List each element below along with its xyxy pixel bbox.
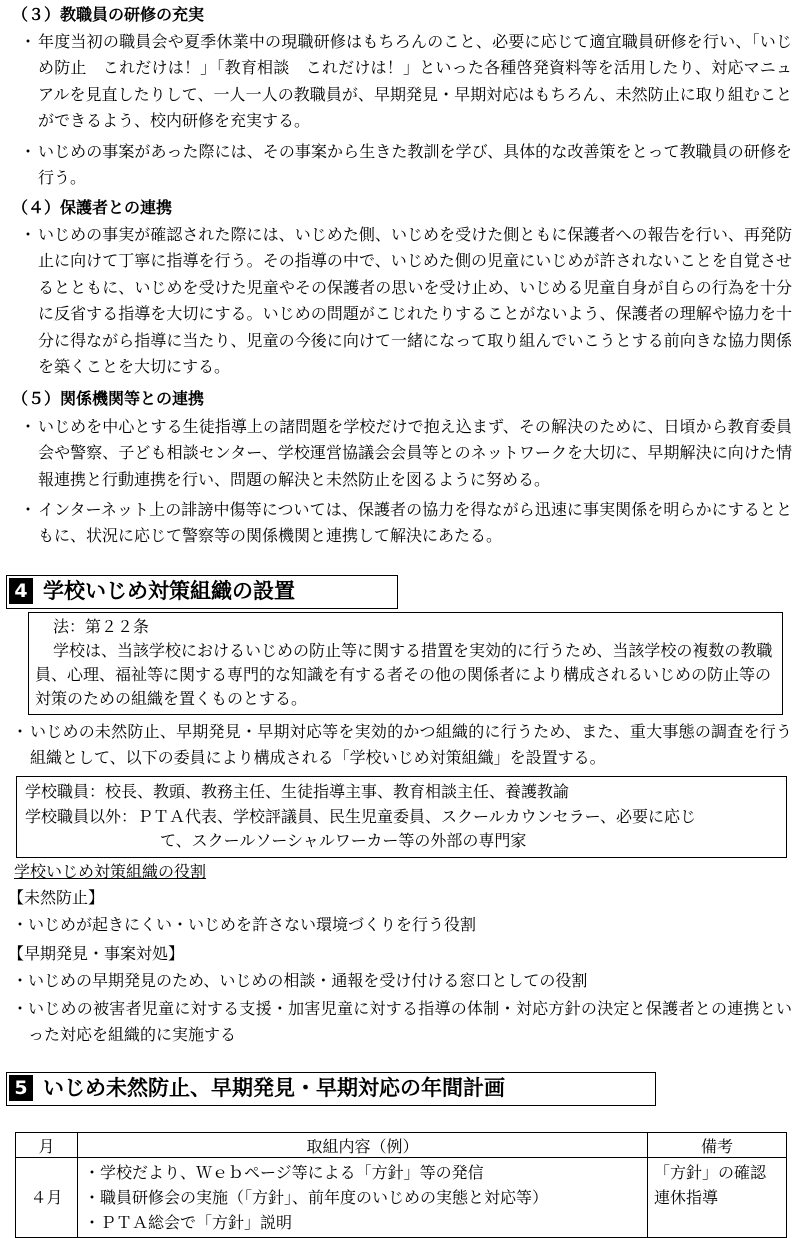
section-4-title bbox=[6, 575, 398, 609]
header-notes: 備考 bbox=[648, 1133, 787, 1158]
bullet-mark: ・ bbox=[12, 915, 29, 934]
section-number: 4 bbox=[9, 578, 33, 604]
prevention-label: 【未然防止】 bbox=[8, 888, 105, 907]
bullet-text: いじめの事案があった際には、その事案から生きた教訓を学び、具体的な改善策をとって教職員の研修を行う。 bbox=[38, 142, 792, 188]
cell-content bbox=[78, 1158, 648, 1238]
note-item: 「方針」の確認 bbox=[654, 1163, 767, 1182]
table-header-row bbox=[16, 1133, 787, 1158]
bullet-mark: ・ bbox=[20, 500, 37, 519]
bullet-mark: ・ bbox=[20, 32, 37, 51]
members-external: 学校職員以外：ＰＴＡ代表、学校評議員、民生児童委員、スクールカウンセラー、必要に応じ bbox=[25, 806, 697, 826]
bullet-mark: ・ bbox=[12, 722, 29, 741]
members-staff: 学校職員：校長、教頭、教務主任、生徒指導主事、教育相談主任、養護教諭 bbox=[25, 782, 570, 801]
law-label: 法：第２２条 bbox=[53, 617, 150, 636]
bullet-item bbox=[12, 968, 792, 994]
note-item: 連休指導 bbox=[654, 1188, 719, 1207]
bullet-mark: ・ bbox=[20, 142, 37, 161]
header-content: 取組内容（例） bbox=[78, 1133, 648, 1158]
bullet-item bbox=[12, 719, 792, 772]
bullet-text: いじめの未然防止、早期発見・早期対応等を実効的かつ組織的に行うため、また、重大事態の調査を行う組織として、以下の委員により構成される「学校いじめ対策組織」を設置する。 bbox=[30, 722, 792, 768]
section-title-text: 学校いじめ対策組織の設置 bbox=[43, 579, 295, 603]
section-number: 5 bbox=[9, 1075, 33, 1101]
bullet-item bbox=[20, 497, 792, 550]
law-article-box bbox=[28, 612, 783, 715]
cell-notes bbox=[648, 1158, 787, 1238]
bullet-mark: ・ bbox=[20, 417, 37, 436]
plan-item: ・ＰＴＡ総会で「方針」説明 bbox=[84, 1213, 293, 1232]
plan-item: ・学校だより、Ｗｅｂページ等による「方針」等の発信 bbox=[84, 1163, 484, 1182]
subheading-agencies: （５）関係機関等との連携 bbox=[12, 389, 205, 408]
bullet-item bbox=[20, 29, 792, 135]
bullet-item bbox=[12, 912, 792, 938]
annual-plan-table bbox=[15, 1132, 787, 1238]
roles-title: 学校いじめ対策組織の役割 bbox=[14, 862, 207, 881]
table-row bbox=[16, 1158, 787, 1238]
bullet-item bbox=[20, 222, 792, 380]
bullet-text: いじめが起きにくい・いじめを許さない環境づくりを行う役割 bbox=[28, 915, 477, 934]
bullet-text: いじめを中心とする生徒指導上の諸問題を学校だけで抱え込まず、その解決のために、日頃から教育委員会や警察、子ども相談センター、学校運営協議会会員等とのネットワークを大切に、早期解決に向けた情報連携と行動連携を行い、問題の解決と未然防止を図るように努める。 bbox=[38, 417, 792, 489]
members-external-cont: て、スクールソーシャルワーカー等の外部の専門家 bbox=[160, 831, 527, 850]
header-month: 月 bbox=[16, 1133, 78, 1158]
bullet-text: 年度当初の職員会や夏季休業中の現職研修はもちろんのこと、必要に応じて適宜職員研修を行い、「いじめ防止 これだけは！」「教育相談 これだけは！」といった各種啓発資料等を活用したり、対応マニュアルを見直したりして、一人一人の教職員が、早期発見・早期対応はもちろん、未然防止に取り組むことができるよう、校内研修を充実する。 bbox=[38, 32, 792, 131]
committee-members-box bbox=[16, 776, 787, 858]
bullet-item bbox=[20, 139, 792, 192]
bullet-text: いじめの被害者児童に対する支援・加害児童に対する指導の体制・対応方針の決定と保護者との連携といった対応を組織的に実施する bbox=[28, 999, 792, 1045]
early-detection-label: 【早期発見・事案対処】 bbox=[8, 944, 185, 963]
bullet-mark: ・ bbox=[12, 971, 29, 990]
bullet-item bbox=[20, 414, 792, 493]
bullet-item bbox=[12, 996, 792, 1049]
plan-item: ・職員研修会の実施（「方針」、前年度のいじめの実態と対応等） bbox=[84, 1188, 549, 1207]
bullet-mark: ・ bbox=[12, 999, 29, 1018]
bullet-text: インターネット上の誹謗中傷等については、保護者の協力を得ながら迅速に事実関係を明らかにするとともに、状況に応じて警察等の関係機関と連携して解決にあたる。 bbox=[38, 500, 792, 546]
law-text: 学校は、当該学校におけるいじめの防止等に関する措置を実効的に行うため、当該学校の複数の教職員、心理、福祉等に関する専門的な知識を有する者その他の関係者により構成されるいじめの防止等の対策のための組織を置くものとする。 bbox=[35, 641, 773, 708]
subheading-training: （３）教職員の研修の充実 bbox=[12, 5, 205, 24]
bullet-mark: ・ bbox=[20, 225, 37, 244]
cell-month: ４月 bbox=[16, 1158, 78, 1238]
section-title-text: いじめ未然防止、早期発見・早期対応の年間計画 bbox=[43, 1076, 505, 1100]
section-5-title bbox=[6, 1072, 656, 1106]
bullet-text: いじめの早期発見のため、いじめの相談・通報を受け付ける窓口としての役割 bbox=[28, 971, 588, 990]
subheading-parents: （４）保護者との連携 bbox=[12, 198, 173, 217]
bullet-text: いじめの事実が確認された際には、いじめた側、いじめを受けた側ともに保護者への報告を行い、再発防止に向けて丁寧に指導を行う。その指導の中で、いじめた側の児童にいじめが許されないことを自覚させるとともに、いじめを受けた児童やその保護者の思いを受け止め、いじめる児童自身が自らの行為を十分に反省する指導を大切にする。いじめの問題がこじれたりすることがないよう、保護者の理解や協力を十分に得ながら指導に当たり、児童の今後に向けて一緒になって取り組んでいこうとする前向きな協力関係を築くことを大切にする。 bbox=[38, 225, 792, 377]
